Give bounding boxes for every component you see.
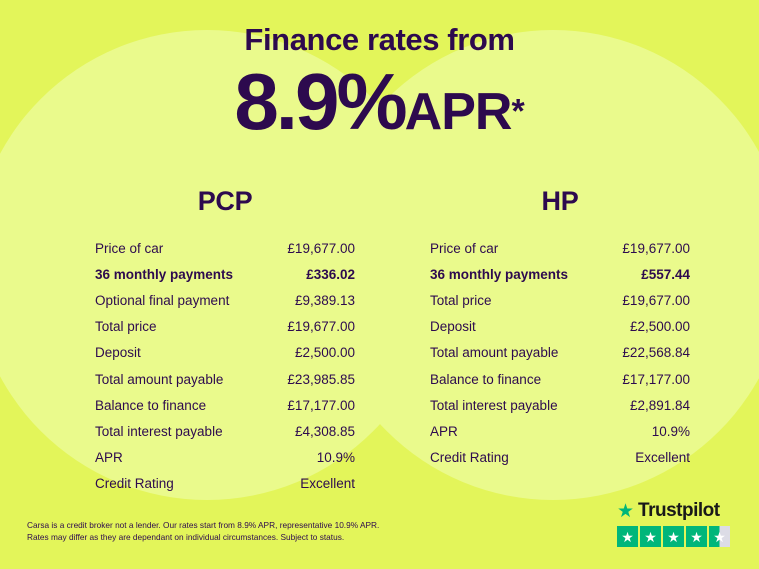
row-value: £2,500.00	[629, 319, 690, 335]
row-value: £2,891.84	[629, 397, 690, 413]
rating-star-icon	[640, 526, 661, 547]
table-row	[85, 392, 365, 418]
headline-rate-number: 8.9%	[234, 57, 405, 146]
disclaimer-line-1: Carsa is a credit broker not a lender. Our rates start from 8.9% APR, representative 10.9% APR.	[27, 519, 380, 530]
row-label: Total price	[95, 319, 157, 335]
star-glyph: ★	[667, 528, 680, 545]
page-title: Finance rates from	[244, 22, 515, 57]
row-value: £19,677.00	[622, 240, 690, 256]
table-row	[420, 314, 700, 340]
row-value: £22,568.84	[622, 345, 690, 361]
table-row	[85, 366, 365, 392]
row-label: 36 monthly payments	[430, 266, 569, 282]
row-label: 36 monthly payments	[95, 266, 234, 282]
row-value: 10.9%	[316, 450, 355, 466]
table-row	[420, 340, 700, 366]
row-value: £19,677.00	[287, 319, 355, 335]
row-label: Credit Rating	[95, 476, 174, 492]
row-label: Deposit	[95, 345, 141, 361]
headline-rate-apr: APR	[404, 83, 512, 141]
row-label: Optional final payment	[95, 292, 230, 308]
table-row	[85, 261, 365, 287]
row-label: Price of car	[95, 240, 164, 256]
row-value: £17,177.00	[287, 397, 355, 413]
trustpilot-badge[interactable]	[617, 500, 737, 547]
row-value: £2,500.00	[294, 345, 355, 361]
finance-table-hp-title: HP	[541, 186, 579, 216]
row-label: APR	[430, 423, 458, 439]
row-value: £19,677.00	[622, 292, 690, 308]
disclaimer-line-2: Rates may differ as they are dependant on individual circumstances. Subject to status.	[27, 531, 345, 542]
row-label: Deposit	[430, 319, 476, 335]
row-label: Balance to finance	[95, 397, 207, 413]
table-row	[420, 418, 700, 444]
row-label: Total interest payable	[430, 397, 558, 413]
finance-table-hp	[420, 186, 700, 471]
row-value: £23,985.85	[287, 371, 355, 387]
rating-star-icon	[617, 526, 638, 547]
table-row	[85, 314, 365, 340]
row-label: Balance to finance	[430, 371, 542, 387]
disclaimer-text	[27, 519, 457, 543]
table-row	[85, 445, 365, 471]
trustpilot-star-icon: ★	[617, 500, 635, 522]
star-glyph: ★	[713, 528, 726, 545]
table-row	[85, 287, 365, 313]
finance-table-pcp	[85, 186, 365, 497]
table-row	[85, 471, 365, 497]
finance-table-pcp-title: PCP	[197, 186, 253, 216]
row-value: £557.44	[641, 266, 690, 282]
row-label: APR	[95, 450, 123, 466]
row-value: £19,677.00	[287, 240, 355, 256]
row-value: 10.9%	[651, 423, 690, 439]
rating-star-icon	[663, 526, 684, 547]
row-value: £17,177.00	[622, 371, 690, 387]
star-glyph: ★	[690, 528, 703, 545]
table-row	[420, 366, 700, 392]
table-row	[420, 261, 700, 287]
table-row	[420, 287, 700, 313]
table-row	[420, 235, 700, 261]
row-label: Credit Rating	[430, 450, 509, 466]
trustpilot-rating	[617, 526, 737, 547]
row-value: £9,389.13	[294, 292, 355, 308]
row-value: Excellent	[635, 450, 690, 466]
headline-rate	[0, 57, 759, 146]
row-value: Excellent	[300, 476, 355, 492]
table-row	[420, 392, 700, 418]
table-row	[420, 445, 700, 471]
star-glyph: ★	[644, 528, 657, 545]
row-label: Total interest payable	[95, 423, 223, 439]
row-label: Total amount payable	[95, 371, 224, 387]
rating-star-icon	[686, 526, 707, 547]
row-label: Total price	[430, 292, 492, 308]
table-row	[85, 235, 365, 261]
trustpilot-wordmark: Trustpilot	[638, 500, 720, 521]
row-value: £4,308.85	[294, 423, 355, 439]
trustpilot-logo	[617, 500, 737, 522]
headline-rate-asterisk: *	[511, 92, 525, 131]
rating-star-half-icon	[709, 526, 730, 547]
table-row	[85, 418, 365, 444]
row-value: £336.02	[306, 266, 355, 282]
row-label: Price of car	[430, 240, 499, 256]
star-glyph: ★	[621, 528, 634, 545]
table-row	[85, 340, 365, 366]
row-label: Total amount payable	[430, 345, 559, 361]
